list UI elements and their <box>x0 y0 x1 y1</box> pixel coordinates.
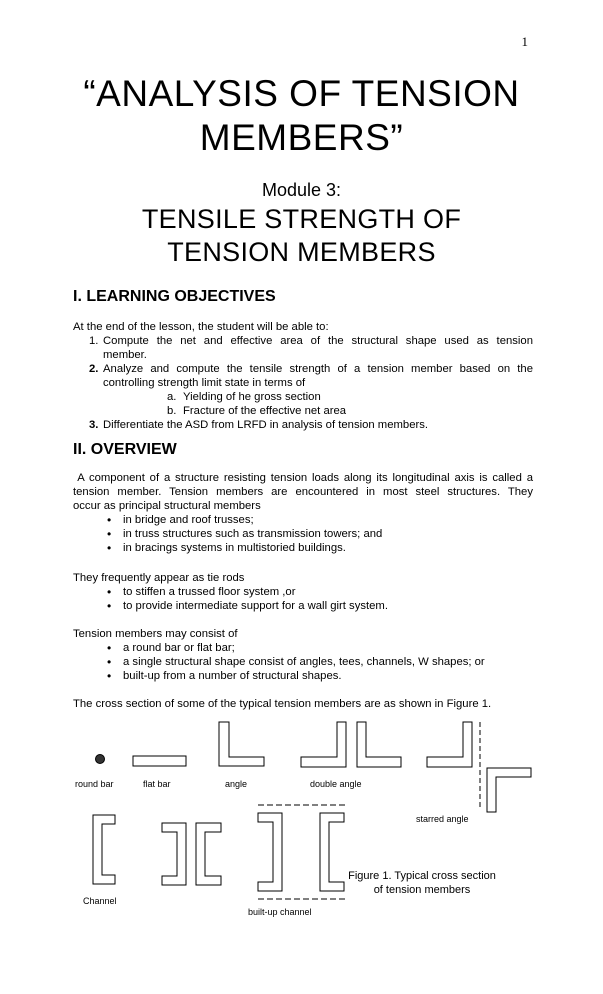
subitem-text: Yielding of he gross section <box>183 391 321 403</box>
bullet-item: • in truss structures such as transmission towers; and <box>73 527 533 541</box>
objective-number: 2. <box>89 363 99 375</box>
subtitle-line-2: TENSION MEMBERS <box>167 237 436 267</box>
round-bar-shape <box>96 755 105 764</box>
subitem-text: Fracture of the effective net area <box>183 405 347 417</box>
objective-text: Compute the net and effective area of the structural shape used as tension <box>103 335 533 347</box>
paragraph-line: A component of a structure resisting tension loads along its longitudinal axis is called a <box>73 472 533 484</box>
objectives-intro: At the end of the lesson, the student will be able to: <box>73 321 329 333</box>
bullet-item: • a round bar or flat bar; <box>73 641 533 655</box>
paragraph-line: They frequently appear as tie rods <box>73 572 245 584</box>
subitem-letter: b. <box>167 405 177 417</box>
angle-shape <box>219 722 264 766</box>
label-double-angle: double angle <box>310 779 362 789</box>
bullet-item: • a single structural shape consist of angles, tees, channels, W shapes; or <box>73 655 533 669</box>
overview-paragraph-4: The cross section of some of the typical tension members are as shown in Figure 1. <box>73 698 492 710</box>
objective-text: member. <box>103 349 147 361</box>
bullet-item: • to provide intermediate support for a wall girt system. <box>73 599 533 613</box>
built-up-channel-left-shape <box>162 823 186 885</box>
label-round-bar: round bar <box>75 779 114 789</box>
bullet-item: • to stiffen a trussed floor system ,or <box>73 585 533 599</box>
label-built-up-channel: built-up channel <box>248 907 312 917</box>
paragraph-line: Tension members may consist of <box>73 628 238 640</box>
section-heading-overview: II. OVERVIEW <box>73 441 177 458</box>
page-number: 1 <box>521 34 528 49</box>
objective-number: 3. <box>89 419 99 431</box>
channel-shape <box>93 815 115 884</box>
objective-text: Analyze and compute the tensile strength of a tension member based on the <box>103 363 533 375</box>
subitem-letter: a. <box>167 391 177 403</box>
section-heading-objectives: I. LEARNING OBJECTIVES <box>73 288 276 305</box>
figure-caption <box>337 869 507 897</box>
paragraph-line: occur as principal structural members <box>73 500 261 512</box>
objective-text: Differentiate the ASD from LRFD in analysis of tension members. <box>103 419 429 431</box>
caption-line-1: Figure 1. Typical cross section <box>348 870 496 882</box>
label-channel: Channel <box>83 896 117 906</box>
caption-line-2: of tension members <box>373 884 471 896</box>
bullet-item: • built-up from a number of structural shapes. <box>73 669 533 683</box>
objective-text: controlling strength limit state in terms of <box>103 377 306 389</box>
title-line-1: “ANALYSIS OF TENSION <box>83 73 520 114</box>
bullet-item: • in bridge and roof trusses; <box>73 513 533 527</box>
double-angle-right-shape <box>357 722 401 767</box>
built-up-channel-right-shape <box>196 823 221 885</box>
label-starred-angle: starred angle <box>416 814 469 824</box>
starred-angle-bottom-shape <box>487 768 531 812</box>
starred-angle-top-shape <box>427 722 472 767</box>
subtitle-line-1: TENSILE STRENGTH OF <box>141 204 462 234</box>
objective-number: 1. <box>89 335 99 347</box>
label-angle: angle <box>225 779 248 789</box>
module-label: Module 3: <box>261 180 342 200</box>
title-line-2: MEMBERS” <box>199 117 404 158</box>
label-flat-bar: flat bar <box>143 779 171 789</box>
bullet-item: • in bracings systems in multistoried buildings. <box>73 541 533 555</box>
double-angle-left-shape <box>301 722 346 767</box>
flat-bar-shape <box>133 756 186 766</box>
paragraph-line: tension member. Tension members are encountered in most steel structures. They <box>73 486 533 498</box>
built-up-channel-2-left-shape <box>258 813 282 891</box>
